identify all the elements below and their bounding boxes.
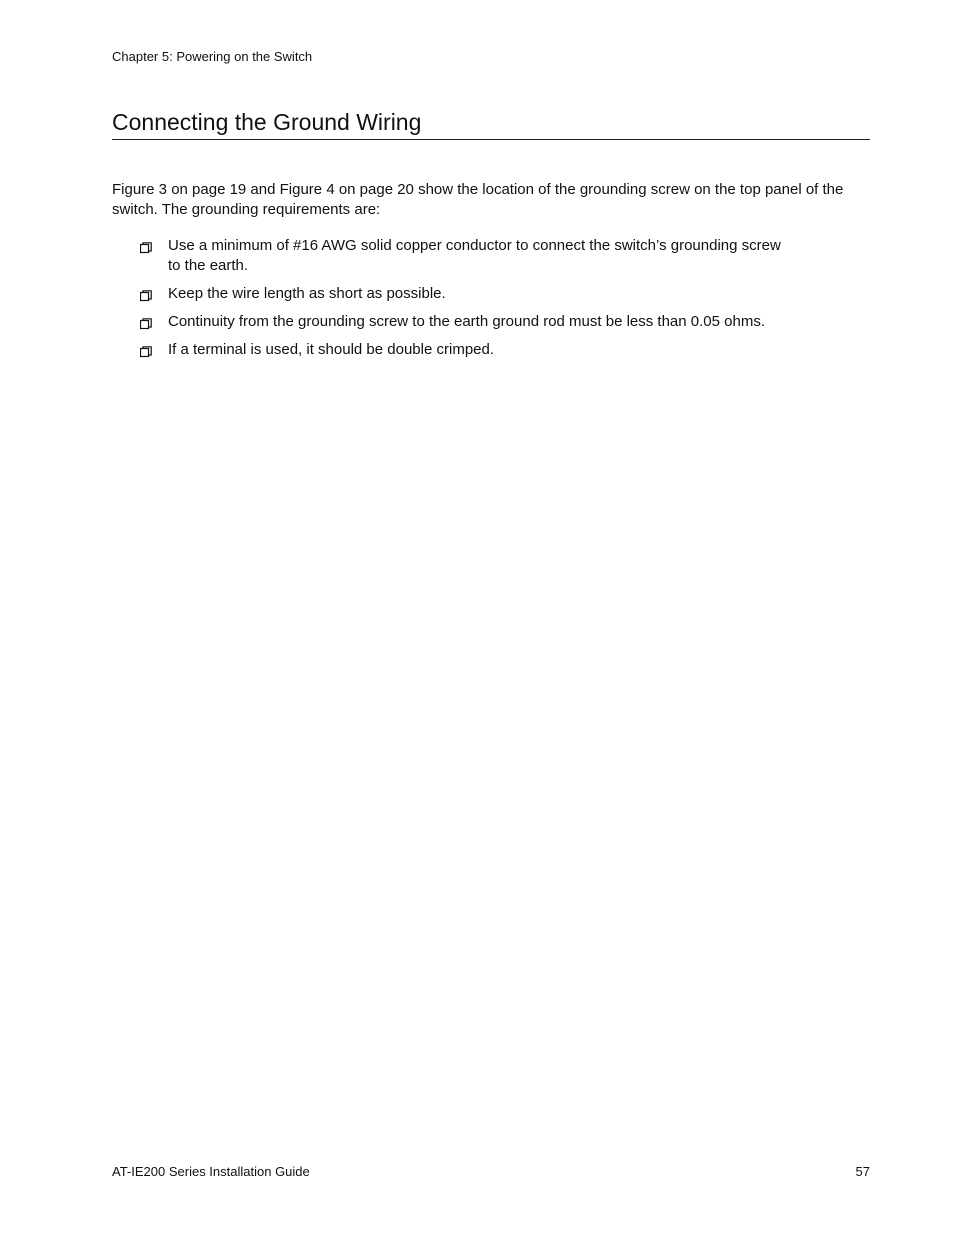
list-item bbox=[140, 236, 790, 276]
intro-paragraph: Figure 3 on page 19 and Figure 4 on page 20 show the location of the grounding screw on the top panel of the switch. The grounding requirements are: bbox=[112, 181, 844, 218]
list-item bbox=[140, 340, 790, 360]
list-item bbox=[140, 284, 790, 304]
section-title: Connecting the Ground Wiring bbox=[112, 107, 870, 140]
checkbox-square-icon bbox=[140, 242, 152, 254]
list-item bbox=[140, 312, 790, 332]
grounding-requirements-list bbox=[140, 236, 790, 368]
list-item-text: If a terminal is used, it should be double crimped. bbox=[168, 341, 495, 358]
checkbox-square-icon bbox=[140, 318, 152, 330]
footer-guide-title: AT-IE200 Series Installation Guide bbox=[112, 1164, 310, 1179]
list-item-text: Continuity from the grounding screw to the earth ground rod must be less than 0.05 ohms. bbox=[168, 313, 765, 330]
page-number: 57 bbox=[855, 1164, 870, 1179]
checkbox-square-icon bbox=[140, 346, 152, 358]
running-header: Chapter 5: Powering on the Switch bbox=[112, 49, 313, 64]
list-item-text: Use a minimum of #16 AWG solid copper conductor to connect the switch’s grounding screw to the earth. bbox=[168, 237, 781, 274]
list-item-text: Keep the wire length as short as possible. bbox=[168, 285, 446, 302]
checkbox-square-icon bbox=[140, 290, 152, 302]
